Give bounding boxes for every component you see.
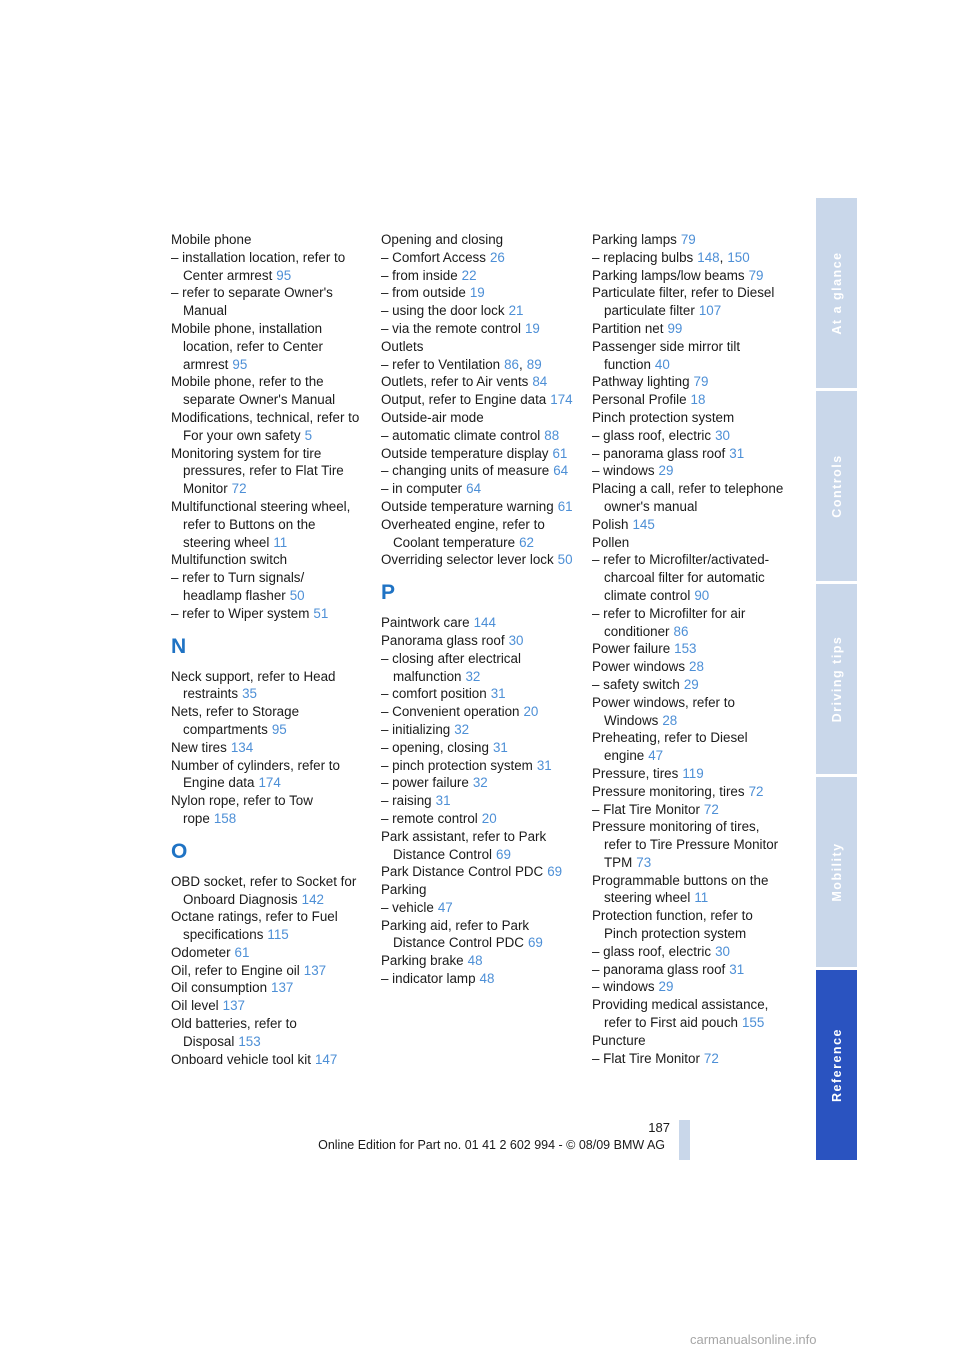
index-term: Pressure, tires [592, 765, 679, 781]
index-entry [592, 765, 784, 783]
page-link[interactable]: 22 [461, 267, 477, 283]
index-letter-heading: O [171, 839, 188, 863]
index-term: Particulate filter, refer to Diesel particulate filter [592, 285, 775, 319]
index-term: Mobile phone, refer to the separate Owner's Manual [171, 374, 336, 408]
index-entry [381, 917, 573, 953]
index-entry [592, 516, 784, 534]
index-term: Outside temperature warning [381, 498, 554, 514]
index-entry [171, 944, 363, 962]
index-term: Old batteries, refer to Disposal [171, 1016, 297, 1049]
index-entry [171, 1051, 363, 1069]
index-term: – power failure [381, 775, 469, 791]
index-term: Multifunctional steering wheel, refer to Buttons on the steering wheel [171, 498, 351, 550]
page-link[interactable]: 20 [523, 704, 539, 720]
index-term: Panorama glass roof [381, 632, 505, 648]
index-term: Parking lamps [592, 232, 677, 247]
index-entry [592, 427, 784, 445]
index-entry [381, 249, 573, 267]
page-link[interactable]: 48 [467, 953, 483, 969]
index-entry [171, 249, 363, 285]
index-term: – refer to Microfilter for air conditioner [592, 605, 746, 639]
index-term: Outside-air mode [381, 409, 484, 425]
index-entry [171, 551, 363, 569]
index-term: – refer to separate Owner's Manual [171, 285, 333, 319]
index-entry [381, 881, 573, 899]
index-term: – panorama glass roof [592, 445, 726, 461]
index-entry [381, 498, 573, 516]
page-link[interactable]: 147 [314, 1051, 338, 1067]
index-term: Park assistant, refer to Park Distance Control [381, 828, 547, 862]
index-entry [171, 757, 363, 793]
index-entry [381, 356, 573, 374]
page-link[interactable]: 50 [557, 552, 573, 568]
page-link[interactable]: 32 [472, 775, 488, 791]
index-term: Preheating, refer to Diesel engine [592, 730, 748, 764]
index-entry [171, 284, 363, 320]
page-link[interactable]: 79 [748, 267, 764, 283]
index-term: Parking brake [381, 953, 464, 969]
index-term: Nylon rope, refer to Tow rope [171, 793, 313, 826]
page-link[interactable]: 88 [544, 427, 560, 443]
index-term: – panorama glass roof [592, 961, 726, 977]
index-term: Paintwork care [381, 615, 470, 631]
index-letter-heading: P [381, 581, 396, 605]
index-entry [381, 320, 573, 338]
index-entry [171, 908, 363, 944]
index-term: – Flat Tire Monitor [592, 801, 700, 817]
page-link[interactable]: 137 [222, 998, 245, 1014]
index-term: – refer to Ventilation [381, 356, 501, 372]
page-link[interactable]: 20 [481, 810, 497, 826]
page-separator: , [519, 356, 523, 372]
index-entry [171, 605, 363, 623]
page-link[interactable]: 142 [301, 891, 324, 907]
index-entry [592, 1032, 784, 1050]
index-entry [171, 962, 363, 980]
index-entry [592, 907, 784, 943]
index-term: Parking aid, refer to Park Distance Control PDC [381, 917, 530, 951]
index-entry [171, 873, 363, 909]
index-term: Pressure monitoring, tires [592, 783, 745, 799]
index-entry [381, 703, 573, 721]
index-term: Output, refer to Engine data [381, 392, 547, 408]
page-link[interactable]: 47 [437, 899, 453, 915]
page-link[interactable]: 30 [715, 943, 730, 959]
index-term: – initializing [381, 721, 451, 737]
index-entry [171, 1015, 363, 1051]
page-link[interactable]: 155 [741, 1015, 765, 1031]
index-term: Power windows, refer to Windows [592, 694, 735, 728]
index-entry [381, 650, 573, 686]
index-term: Outside temperature display [381, 445, 549, 461]
page-link[interactable]: 32 [454, 721, 470, 737]
index-term: Providing medical assistance, refer to First aid pouch [592, 997, 769, 1031]
footer-accent-bar [679, 1120, 690, 1160]
page-link[interactable]: 72 [231, 481, 247, 497]
index-entry [381, 480, 573, 498]
index-entry [381, 899, 573, 917]
index-term: – opening, closing [381, 739, 489, 755]
index-entry [171, 409, 363, 445]
index-term: Overriding selector lever lock [381, 552, 554, 568]
index-term: – vehicle [381, 899, 434, 915]
page-link[interactable]: 95 [276, 267, 292, 283]
index-entry [171, 979, 363, 997]
index-entry [381, 774, 573, 792]
page-link[interactable]: 19 [469, 285, 485, 301]
index-entry [381, 739, 573, 757]
index-term: Neck support, refer to Head restraints [171, 668, 336, 702]
page-link[interactable]: 28 [689, 659, 704, 675]
page-link[interactable]: 31 [435, 793, 451, 809]
index-entry [381, 721, 573, 739]
index-term: Nets, refer to Storage compartments [171, 704, 300, 737]
index-term: Oil level [171, 998, 219, 1014]
tab-label: Driving tips [829, 635, 844, 723]
index-entry [592, 373, 784, 391]
page-link[interactable]: 72 [748, 783, 764, 799]
page-separator: , [719, 249, 724, 265]
index-entry [592, 943, 784, 961]
index-entry [381, 516, 573, 552]
page-link[interactable]: 64 [553, 463, 569, 479]
index-entry [381, 757, 573, 775]
index-entry [592, 284, 784, 320]
index-entry [381, 970, 573, 988]
page-link[interactable]: 48 [479, 971, 495, 987]
index-term: – Comfort Access [381, 249, 486, 265]
page-link[interactable]: 79 [680, 232, 696, 247]
index-term: – windows [592, 463, 655, 479]
index-term: OBD socket, refer to Socket for Onboard Diagnosis [171, 873, 357, 907]
index-term: Odometer [171, 944, 231, 960]
page-link[interactable]: 145 [632, 516, 655, 532]
index-entry [592, 249, 784, 267]
page-link[interactable]: 72 [703, 801, 719, 817]
page-link[interactable]: 153 [238, 1033, 261, 1049]
index-term: Oil, refer to Engine oil [171, 962, 300, 978]
index-entry [381, 338, 573, 356]
page-link[interactable]: 73 [636, 854, 652, 870]
page-link[interactable]: 174 [258, 775, 281, 791]
index-term: Octane ratings, refer to Fuel specifications [171, 909, 338, 943]
index-entry [381, 792, 573, 810]
index-term: Placing a call, refer to telephone owner's manual [592, 481, 784, 514]
index-entry [592, 978, 784, 996]
index-term: Power windows [592, 659, 686, 675]
index-term: Multifunction switch [171, 552, 288, 568]
page-link[interactable]: 84 [532, 374, 548, 390]
index-entry [592, 818, 784, 871]
index-entry [592, 391, 784, 409]
index-term: Partition net [592, 320, 664, 336]
index-entry [592, 551, 784, 604]
index-term: Modifications, technical, refer to For your own safety [171, 409, 360, 443]
page-link[interactable]: 119 [682, 765, 704, 781]
index-term: Outlets, refer to Air vents [381, 374, 529, 390]
index-term: – raising [381, 793, 432, 809]
index-term: Mobile phone [171, 232, 252, 247]
page-link[interactable]: 28 [662, 712, 678, 728]
page-link[interactable]: 95 [271, 721, 287, 737]
index-term: – glass roof, electric [592, 943, 712, 959]
page-link[interactable]: 115 [267, 927, 289, 943]
page-link[interactable]: 86 [504, 356, 520, 372]
index-entry [381, 391, 573, 409]
tab-label: Mobility [829, 842, 844, 902]
index-entry [592, 640, 784, 658]
page-link[interactable]: 137 [303, 962, 327, 978]
section-sidebar [816, 198, 857, 1160]
tab-at-a-glance[interactable] [816, 198, 857, 388]
index-entry [592, 658, 784, 676]
index-column-3 [592, 231, 784, 1067]
index-term: – installation location, refer to Center armrest [171, 249, 346, 283]
index-term: Park Distance Control PDC [381, 864, 544, 880]
page-link[interactable]: 5 [304, 427, 313, 443]
tab-label: At a glance [829, 251, 844, 335]
index-entry [381, 551, 573, 569]
page-link[interactable]: 35 [242, 686, 257, 702]
tab-label: Reference [829, 1028, 844, 1102]
page-link[interactable]: 40 [654, 356, 670, 372]
index-term: Polish [592, 516, 629, 532]
page-link[interactable]: 134 [230, 739, 254, 755]
index-term: Protection function, refer to Pinch protection system [592, 908, 753, 942]
index-entry [381, 863, 573, 881]
index-column-2 [381, 231, 573, 988]
page-link[interactable]: 31 [729, 961, 745, 977]
index-entry [381, 427, 573, 445]
page-link[interactable]: 31 [729, 445, 745, 461]
index-term: – in computer [381, 481, 463, 497]
page-link[interactable]: 144 [473, 615, 496, 631]
index-entry [381, 810, 573, 828]
index-term: Number of cylinders, refer to Engine data [171, 757, 340, 791]
page-link[interactable]: 61 [234, 944, 250, 960]
index-entry [381, 231, 573, 249]
index-term: – safety switch [592, 676, 680, 692]
index-entry [592, 320, 784, 338]
index-term: Pinch protection system [592, 409, 735, 425]
page-link[interactable]: 31 [536, 757, 552, 773]
index-entry [592, 409, 784, 427]
page-link[interactable]: 21 [508, 303, 524, 319]
page-link[interactable]: 69 [527, 935, 543, 951]
page-link[interactable]: 32 [465, 668, 481, 684]
tab-controls[interactable] [816, 391, 857, 581]
index-entry [381, 409, 573, 427]
index-letter-heading: N [171, 634, 187, 658]
tab-reference[interactable] [816, 970, 857, 1160]
page-link[interactable]: 29 [658, 979, 674, 995]
page-link[interactable]: 89 [526, 356, 542, 372]
index-term: – comfort position [381, 686, 487, 702]
index-term: – refer to Wiper system [171, 605, 310, 621]
page-link[interactable]: 62 [519, 534, 534, 550]
page-link[interactable]: 26 [489, 249, 505, 265]
page-link[interactable]: 61 [557, 498, 573, 514]
index-term: Mobile phone, installation location, refer to Center armrest [171, 320, 323, 372]
index-term: – glass roof, electric [592, 427, 712, 443]
index-term: Onboard vehicle tool kit [171, 1051, 311, 1067]
page-link[interactable]: 31 [490, 686, 506, 702]
index-term: – replacing bulbs [592, 249, 694, 265]
index-entry [381, 284, 573, 302]
index-term: – Convenient operation [381, 704, 520, 720]
index-term: Parking lamps/low beams [592, 267, 745, 283]
page-link[interactable]: 90 [694, 587, 710, 603]
page-link[interactable]: 72 [703, 1050, 719, 1066]
index-term: – using the door lock [381, 303, 505, 319]
index-term: – refer to Turn signals/ headlamp flasher [171, 570, 305, 603]
index-term: – from outside [381, 285, 466, 301]
index-entry [381, 632, 573, 650]
index-entry [592, 445, 784, 463]
page-link[interactable]: 31 [492, 739, 508, 755]
index-entry [592, 694, 784, 730]
index-term: – changing units of measure [381, 463, 550, 479]
index-entry [381, 614, 573, 632]
page-link[interactable]: 69 [547, 864, 563, 880]
index-term: Pollen [592, 534, 630, 550]
index-term: Personal Profile [592, 392, 687, 408]
page-link[interactable]: 95 [232, 356, 248, 372]
page-link[interactable]: 64 [466, 481, 482, 497]
index-term: – refer to Microfilter/activated-charcoal filter for automatic climate control [592, 552, 770, 603]
index-entry [381, 685, 573, 703]
edition-footer: Online Edition for Part no. 01 41 2 602 994 - © 08/09 BMW AG [318, 1138, 665, 1152]
index-entry [381, 445, 573, 463]
index-term: Pathway lighting [592, 374, 690, 390]
page-link[interactable]: 30 [715, 427, 730, 443]
page-link[interactable]: 51 [313, 605, 329, 621]
page-link[interactable]: 11 [273, 534, 288, 550]
page-link[interactable]: 148 [697, 249, 720, 265]
page-link[interactable]: 153 [674, 641, 697, 657]
index-term: – windows [592, 979, 655, 995]
page-link[interactable]: 29 [683, 676, 699, 692]
index-term: New tires [171, 739, 227, 755]
watermark: carmanualsonline.info [690, 1332, 817, 1347]
index-entry [592, 462, 784, 480]
index-term: Programmable buttons on the steering wheel [592, 872, 769, 906]
index-term: Parking [381, 882, 427, 898]
index-term: Pressure monitoring of tires, refer to Tire Pressure Monitor TPM [592, 819, 779, 870]
index-term: – automatic climate control [381, 427, 541, 443]
index-column-1 [171, 231, 363, 1068]
index-entry [592, 534, 784, 552]
tab-driving-tips[interactable] [816, 584, 857, 774]
page-link[interactable]: 19 [524, 320, 540, 336]
index-entry [381, 828, 573, 864]
page-link[interactable]: 47 [648, 748, 664, 764]
index-entry [381, 952, 573, 970]
index-entry [592, 872, 784, 908]
page-link[interactable]: 174 [550, 392, 573, 408]
index-entry [171, 997, 363, 1015]
index-entry [592, 783, 784, 801]
index-entry [171, 792, 363, 828]
index-term: – Flat Tire Monitor [592, 1050, 700, 1066]
index-term: Oil consumption [171, 980, 268, 996]
page-link[interactable]: 11 [694, 890, 709, 906]
page-link[interactable]: 137 [271, 980, 294, 996]
page-link[interactable]: 158 [213, 810, 237, 826]
index-entry [381, 267, 573, 285]
page-link[interactable]: 29 [658, 463, 674, 479]
index-term: – from inside [381, 267, 458, 283]
page-link[interactable]: 69 [496, 846, 511, 862]
index-entry [592, 801, 784, 819]
index-entry [592, 338, 784, 374]
index-term: – closing after electrical malfunction [381, 650, 521, 684]
index-term: – indicator lamp [381, 971, 476, 987]
tab-label: Controls [829, 454, 844, 518]
index-term: – remote control [381, 810, 478, 826]
page-link[interactable]: 30 [508, 632, 524, 648]
tab-mobility[interactable] [816, 777, 857, 967]
page-link[interactable]: 61 [552, 445, 568, 461]
page-link[interactable]: 79 [693, 374, 709, 390]
index-entry [592, 996, 784, 1032]
page-link[interactable]: 150 [727, 249, 750, 265]
index-entry [171, 320, 363, 373]
index-entry [171, 569, 363, 605]
index-entry [592, 961, 784, 979]
page-link[interactable]: 50 [289, 587, 305, 603]
page-link[interactable]: 86 [673, 623, 689, 639]
index-entry [381, 462, 573, 480]
index-entry [171, 445, 363, 498]
page-link[interactable]: 18 [690, 392, 706, 408]
index-term: Power failure [592, 641, 671, 657]
index-entry [592, 1050, 784, 1068]
index-term: – pinch protection system [381, 757, 533, 773]
index-term: Monitoring system for tire pressures, refer to Flat Tire Monitor [171, 445, 344, 497]
index-entry [171, 739, 363, 757]
index-term: Puncture [592, 1032, 646, 1048]
index-term: Opening and closing [381, 232, 504, 247]
page-link[interactable]: 99 [667, 320, 683, 336]
index-term: Outlets [381, 338, 424, 354]
page-link[interactable]: 107 [698, 303, 722, 319]
index-entry [171, 231, 363, 249]
index-entry [592, 231, 784, 249]
index-term: Passenger side mirror tilt function [592, 338, 741, 372]
index-entry [171, 668, 363, 704]
index-term: – via the remote control [381, 320, 521, 336]
index-term: Overheated engine, refer to Coolant temperature [381, 516, 545, 550]
index-entry [592, 267, 784, 285]
index-entry [592, 676, 784, 694]
index-entry [171, 703, 363, 739]
index-entry [592, 480, 784, 516]
index-entry [381, 373, 573, 391]
index-entry [592, 605, 784, 641]
index-entry [381, 302, 573, 320]
index-entry [171, 498, 363, 551]
index-entry [592, 729, 784, 765]
index-entry [171, 373, 363, 409]
page-number: 187 [648, 1120, 670, 1135]
